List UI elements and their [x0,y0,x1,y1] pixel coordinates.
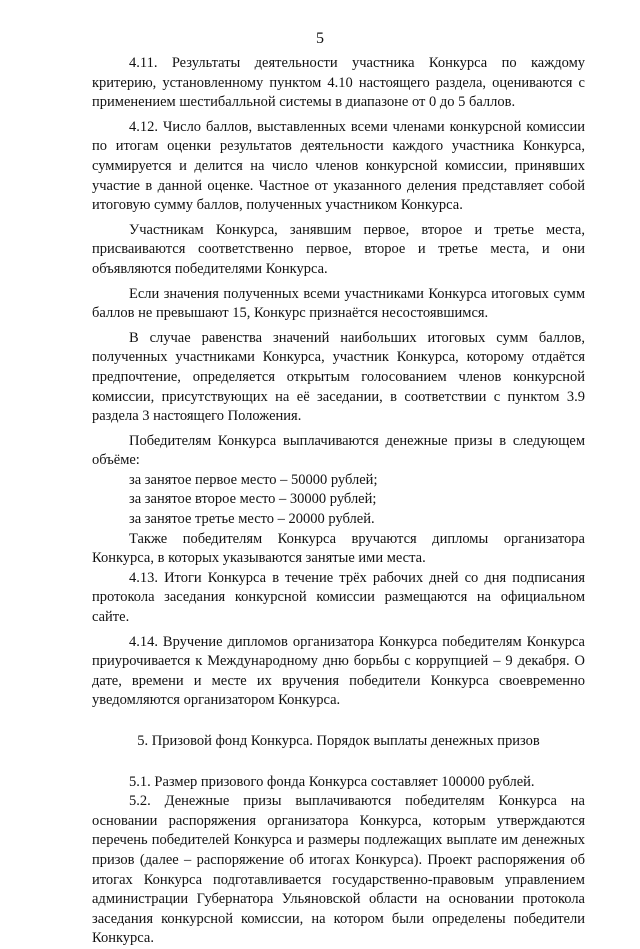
paragraph-4-13: 4.13. Итоги Конкурса в течение трёх рабочих дней со дня подписания протокола заседания конкурсной комиссии размещаются на официальном сайте. [92,569,585,626]
paragraph-winners: Участникам Конкурса, занявшим первое, второе и третье места, присваиваются соответственно первое, второе и третье места, и они объявляются победителями Конкурса. [92,221,585,277]
paragraph-4-12: 4.12. Число баллов, выставленных всеми членами конкурсной комиссии по итогам оценки результатов деятельности каждого участника Конкурса, суммируется и делится на число членов конкурсной комиссии, принявших участие в данной оценке. Частное от указанного деления представляет собой итоговую сумму баллов, полученных участником Конкурса. [92,118,585,214]
paragraph-4-14: 4.14. Вручение дипломов организатора Конкурса победителям Конкурса приурочивается к Международному дню борьбы с коррупцией – 9 декабря. О дате, времени и месте их вручения победители Конкурса своевременно уведомляются организатором Конкурса. [92,633,585,709]
paragraph-5-2: 5.2. Денежные призы выплачиваются победителям Конкурса на основании распоряжения организатора Конкурса, которым утверждаются перечень победителей Конкурса и размеры подлежащих выплате им денежных призов (далее – распоряжение об итогах Конкурса). Проект распоряжения об итогах Конкурса подготавливается государственно-правовым управлением администрации Губернатора Ульяновской области на основании протокола заседания конкурсной комиссии, на котором были определены победители Конкурса. [92,793,585,947]
page-number: 5 [316,30,324,47]
section-5-heading: 5. Призовой фонд Конкурса. Порядок выплаты денежных призов [137,733,540,749]
paragraph-prizes-intro: Победителям Конкурса выплачиваются денежные призы в следующем объёме: [92,432,585,469]
prize-first-place: за занятое первое место – 50000 рублей; [129,471,378,488]
paragraph-not-held: Если значения полученных всеми участниками Конкурса итоговых сумм баллов не превышают 15, Конкурс признаётся несостоявшимся. [92,285,585,322]
paragraph-tie: В случае равенства значений наибольших итоговых сумм баллов, полученных участниками Конкурса, участник Конкурса, которому отдаётся предпочтение, определяется открытым голосованием членов конкурсной комиссии, присутствующих на её заседании, в соответствии с пунктом 3.9 раздела 3 настоящего Положения. [92,329,585,425]
prize-second-place: за занятое второе место – 30000 рублей; [129,491,377,508]
prize-third-place: за занятое третье место – 20000 рублей. [129,511,375,528]
document-body [92,54,585,949]
paragraph-5-1: 5.1. Размер призового фонда Конкурса составляет 100000 рублей. [129,773,535,790]
paragraph-diplomas: Также победителям Конкурса вручаются дипломы организатора Конкурса, в которых указываются занятые ими места. [92,530,585,567]
paragraph-4-11: 4.11. Результаты деятельности участника Конкурса по каждому критерию, установленному пунктом 4.10 настоящего раздела, оцениваются с применением шестибалльной системы в диапазоне от 0 до 5 баллов. [92,55,585,111]
